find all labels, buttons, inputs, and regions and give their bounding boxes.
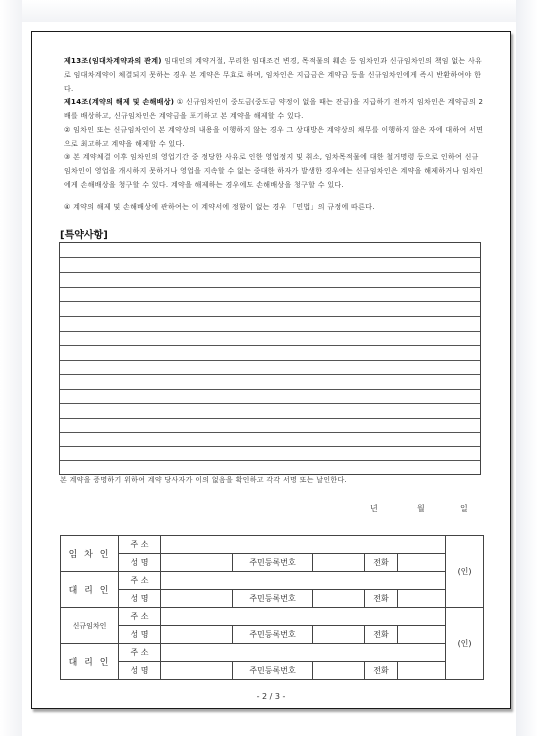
table-row [61, 572, 484, 590]
address-field[interactable] [161, 536, 446, 554]
phone-field[interactable] [398, 626, 446, 644]
address-label: 주 소 [119, 572, 161, 590]
name-field[interactable] [161, 554, 233, 572]
phone-field[interactable] [398, 662, 446, 680]
phone-label: 전화 [365, 590, 398, 608]
address-label: 주 소 [119, 644, 161, 662]
special-terms-line [60, 257, 480, 258]
table-row [61, 662, 484, 680]
rrn-label: 주민등록번호 [233, 626, 313, 644]
article-14-title: 제14조(계약의 해제 및 손해배상) [64, 98, 175, 106]
name-field[interactable] [161, 590, 233, 608]
special-terms-box [59, 242, 481, 475]
address-field[interactable] [161, 608, 446, 626]
rrn-field[interactable] [313, 626, 365, 644]
viewer-background-right [516, 0, 538, 736]
special-terms-line [60, 403, 480, 404]
table-row [61, 608, 484, 626]
address-label: 주 소 [119, 536, 161, 554]
name-field[interactable] [161, 662, 233, 680]
special-terms-line [60, 432, 480, 433]
signature-table [60, 535, 484, 680]
article-14-para-2: ② 임차인 또는 신규임차인이 본 계약상의 내용을 이행하지 않는 경우 그 상대방은 계약상의 채무를 이행하지 않은 자에 대하여 서면으로 최고하고 계약을 해제할 수 있다. [64, 126, 484, 148]
special-terms-line [60, 272, 480, 273]
rrn-field[interactable] [313, 554, 365, 572]
phone-label: 전화 [365, 662, 398, 680]
special-terms-line [60, 316, 480, 317]
signature-notice: 본 계약을 증명하기 위하여 계약 당사자가 이의 없음을 확인하고 각각 서명 또는 날인한다. [60, 476, 348, 484]
party-role-new-lessee: 신규임차인 [61, 608, 119, 644]
table-row [61, 554, 484, 572]
name-label: 성 명 [119, 554, 161, 572]
article-13-title: 제13조(임대차계약과의 관계) [64, 57, 162, 65]
table-row [61, 644, 484, 662]
phone-field[interactable] [398, 590, 446, 608]
article-13 [64, 54, 484, 96]
document-page [31, 31, 511, 709]
date-month-label: 월 [417, 504, 425, 513]
date-year-label: 년 [370, 504, 378, 513]
seal-mark: (인) [446, 536, 484, 608]
special-terms-line [60, 345, 480, 346]
special-terms-line [60, 460, 480, 461]
special-terms-line [60, 287, 480, 288]
name-field[interactable] [161, 626, 233, 644]
party-role-lessee: 임 차 인 [61, 536, 119, 572]
party-role-agent: 대 리 인 [61, 644, 119, 680]
address-field[interactable] [161, 572, 446, 590]
name-label: 성 명 [119, 590, 161, 608]
table-row [61, 626, 484, 644]
address-field[interactable] [161, 644, 446, 662]
article-14-para-4: ④ 계약의 해제 및 손해배상에 관하여는 이 계약서에 정함이 없는 경우 「민법」의 규정에 따른다. [64, 203, 375, 211]
special-terms-title: [특약사항] [60, 230, 108, 241]
special-terms-line [60, 360, 480, 361]
phone-label: 전화 [365, 554, 398, 572]
rrn-label: 주민등록번호 [233, 662, 313, 680]
table-row [61, 536, 484, 554]
special-terms-line [60, 446, 480, 447]
name-label: 성 명 [119, 662, 161, 680]
phone-field[interactable] [398, 554, 446, 572]
rrn-field[interactable] [313, 662, 365, 680]
special-terms-line [60, 418, 480, 419]
rrn-field[interactable] [313, 590, 365, 608]
article-14-para-1 [64, 95, 484, 123]
phone-label: 전화 [365, 626, 398, 644]
party-role-agent: 대 리 인 [61, 572, 119, 608]
name-label: 성 명 [119, 626, 161, 644]
special-terms-line [60, 389, 480, 390]
address-label: 주 소 [119, 608, 161, 626]
table-row [61, 590, 484, 608]
seal-mark: (인) [446, 608, 484, 680]
article-13-text: 임대인의 계약거절, 무리한 임대조건 변경, 목적물의 훼손 등 임차인과 신규임차인의 책임 없는 사유로 임대차계약이 체결되지 못하는 경우 본 계약은 무효로 하며, 임차인은 지급금은 계약금 등을 신규임차인에게 즉시 반환하여야 한다. [64, 57, 483, 93]
rrn-label: 주민등록번호 [233, 554, 313, 572]
special-terms-line [60, 374, 480, 375]
viewer-background-left [0, 0, 22, 736]
date-day-label: 일 [460, 504, 468, 513]
viewer-background-top [0, 0, 538, 22]
page-number: - 2 / 3 - [256, 692, 286, 701]
special-terms-line [60, 331, 480, 332]
article-14-text-1: ① 신규임차인이 중도금(중도금 약정이 없을 때는 잔금)을 지급하기 전까지 임차인은 계약금의 2배를 배상하고, 신규임차인은 계약금을 포기하고 본 계약을 해제할 수 있다. [64, 98, 484, 120]
rrn-label: 주민등록번호 [233, 590, 313, 608]
special-terms-line [60, 301, 480, 302]
article-14-para-3: ③ 본 계약체결 이후 임차인의 영업기간 중 정당한 사유로 인한 영업정지 및 취소, 임차목적물에 대한 철거명령 등으로 인하여 신규임차인이 영업을 개시하지 못하거나 영업을 지속할 수 없는 중대한 하자가 발생한 경우에는 신규임차인은 계약을 해제하거나 임차인에게 손해배상을 청구할 수 있다. 계약을 해제하는 경우에도 손해배상을 청구할 수 있다. [64, 153, 484, 189]
